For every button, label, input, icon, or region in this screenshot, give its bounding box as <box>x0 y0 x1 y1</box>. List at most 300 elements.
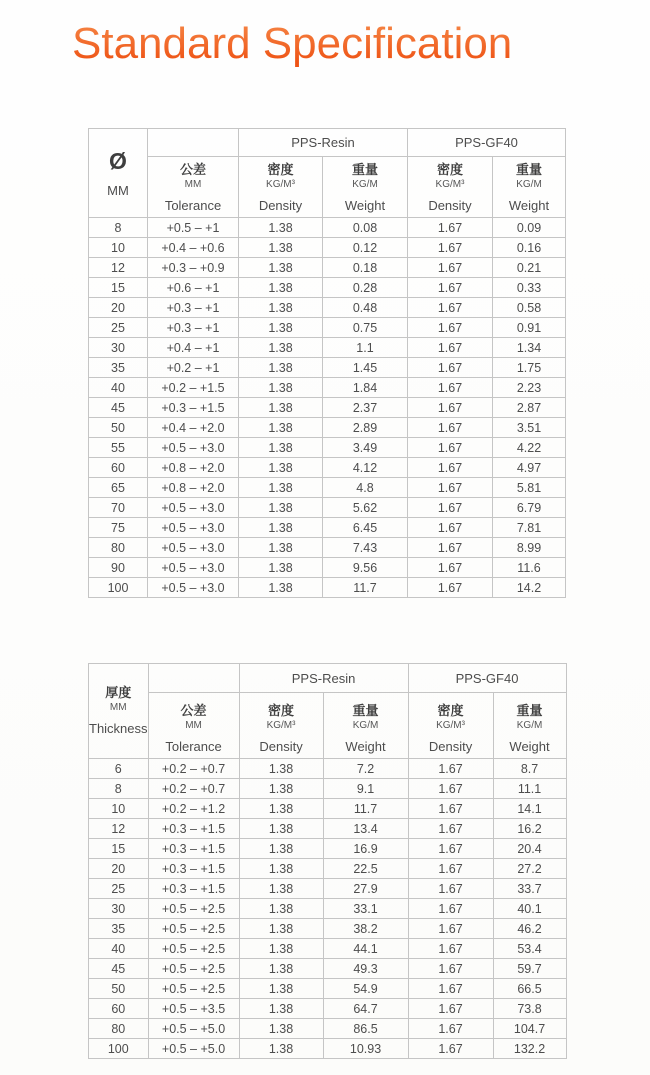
cell-resin-density: 1.38 <box>239 999 323 1019</box>
diameter-specification-col-0-0-unit-label: KG/M³ <box>266 179 295 190</box>
cell-resin-density: 1.38 <box>239 378 323 398</box>
cell-gf40-density: 1.67 <box>408 358 493 378</box>
thickness-specification-col-1-0-cn-label: 密度 <box>437 703 464 718</box>
diameter-specification-tolerance-en-label: Tolerance <box>164 198 222 213</box>
cell-size: 70 <box>89 498 148 518</box>
spec-row <box>89 819 567 839</box>
cell-gf40-weight: 3.51 <box>493 418 566 438</box>
cell-gf40-density: 1.67 <box>408 1039 493 1059</box>
cell-gf40-density: 1.67 <box>408 298 493 318</box>
group-header-pps-resin: PPS-Resin <box>239 664 408 693</box>
cell-size: 15 <box>89 839 149 859</box>
cell-tolerance: +0.5 – +3.0 <box>148 498 239 518</box>
cell-resin-weight: 4.8 <box>323 478 408 498</box>
cell-resin-weight: 0.18 <box>323 258 408 278</box>
cell-tolerance: +0.5 – +3.0 <box>148 558 239 578</box>
thickness-specification-tolerance-en-label: Tolerance <box>165 739 222 754</box>
cell-gf40-density: 1.67 <box>408 799 493 819</box>
cell-resin-weight: 5.62 <box>323 498 408 518</box>
blank-header-cell <box>148 664 239 693</box>
diameter-specification-tolerance-cn-label: 公差 <box>179 162 206 177</box>
spec-row <box>89 919 567 939</box>
cell-gf40-density: 1.67 <box>408 258 493 278</box>
cell-gf40-density: 1.67 <box>408 478 493 498</box>
thickness-specification-corner-unit-label: MM <box>109 702 127 713</box>
cell-resin-weight: 1.45 <box>323 358 408 378</box>
cell-tolerance: +0.2 – +1.5 <box>148 378 239 398</box>
spec-row <box>89 218 566 238</box>
spec-row <box>89 1039 567 1059</box>
cell-size: 90 <box>89 558 148 578</box>
cell-gf40-density: 1.67 <box>408 939 493 959</box>
diameter-specification-corner-header <box>89 129 148 218</box>
cell-gf40-weight: 132.2 <box>493 1039 566 1059</box>
cell-size: 100 <box>89 1039 149 1059</box>
cell-gf40-weight: 8.99 <box>493 538 566 558</box>
cell-gf40-density: 1.67 <box>408 859 493 879</box>
cell-gf40-weight: 40.1 <box>493 899 566 919</box>
cell-resin-weight: 86.5 <box>323 1019 408 1039</box>
group-header-pps-gf40: PPS-GF40 <box>408 664 566 693</box>
cell-gf40-density: 1.67 <box>408 218 493 238</box>
diameter-specification-col-0-1-cn-label: 重量 <box>351 162 378 177</box>
cell-resin-weight: 0.48 <box>323 298 408 318</box>
cell-resin-density: 1.38 <box>239 498 323 518</box>
group-header-pps-resin: PPS-Resin <box>239 129 408 157</box>
spec-row <box>89 939 567 959</box>
cell-gf40-density: 1.67 <box>408 819 493 839</box>
thickness-specification-col-0-1-en-label: Weight <box>345 739 386 754</box>
group-header-row <box>89 129 566 157</box>
cell-resin-weight: 0.08 <box>323 218 408 238</box>
cell-tolerance: +0.5 – +5.0 <box>148 1039 239 1059</box>
table-body <box>89 759 567 1059</box>
resin-density-header <box>239 157 323 218</box>
cell-gf40-density: 1.67 <box>408 418 493 438</box>
cell-resin-density: 1.38 <box>239 1039 323 1059</box>
resin-weight-header <box>323 693 408 759</box>
cell-gf40-density: 1.67 <box>408 498 493 518</box>
cell-tolerance: +0.5 – +2.5 <box>148 899 239 919</box>
cell-resin-density: 1.38 <box>239 418 323 438</box>
cell-tolerance: +0.5 – +2.5 <box>148 959 239 979</box>
cell-gf40-density: 1.67 <box>408 378 493 398</box>
cell-resin-density: 1.38 <box>239 558 323 578</box>
cell-tolerance: +0.3 – +1.5 <box>148 859 239 879</box>
cell-resin-weight: 0.12 <box>323 238 408 258</box>
cell-resin-density: 1.38 <box>239 278 323 298</box>
spec-row <box>89 238 566 258</box>
cell-gf40-weight: 6.79 <box>493 498 566 518</box>
spec-row <box>89 879 567 899</box>
cell-gf40-weight: 14.1 <box>493 799 566 819</box>
spec-row <box>89 1019 567 1039</box>
cell-size: 55 <box>89 438 148 458</box>
cell-tolerance: +0.5 – +3.0 <box>148 518 239 538</box>
thickness-specification-col-0-0-cn-label: 密度 <box>268 703 295 718</box>
group-header-pps-gf40: PPS-GF40 <box>408 129 566 157</box>
cell-tolerance: +0.3 – +1 <box>148 298 239 318</box>
spec-row <box>89 839 567 859</box>
cell-resin-weight: 4.12 <box>323 458 408 478</box>
cell-size: 25 <box>89 318 148 338</box>
gf40-density-header <box>408 693 493 759</box>
cell-resin-density: 1.38 <box>239 218 323 238</box>
diameter-specification-col-1-1-cn-label: 重量 <box>515 162 542 177</box>
cell-size: 10 <box>89 799 149 819</box>
cell-resin-weight: 6.45 <box>323 518 408 538</box>
diameter-specification-col-1-0-cn-label: 密度 <box>436 162 463 177</box>
cell-resin-density: 1.38 <box>239 338 323 358</box>
spec-row <box>89 478 566 498</box>
cell-size: 40 <box>89 939 149 959</box>
diameter-specification-col-0-0-en-label: Density <box>258 198 303 213</box>
cell-resin-density: 1.38 <box>239 538 323 558</box>
spec-row <box>89 438 566 458</box>
cell-size: 80 <box>89 1019 149 1039</box>
cell-gf40-density: 1.67 <box>408 759 493 779</box>
diameter-spec-table <box>88 128 566 598</box>
cell-resin-density: 1.38 <box>239 518 323 538</box>
cell-resin-weight: 64.7 <box>323 999 408 1019</box>
cell-size: 12 <box>89 819 149 839</box>
diameter-specification-col-0-0-cn-label: 密度 <box>267 162 294 177</box>
cell-resin-weight: 11.7 <box>323 578 408 598</box>
cell-size: 35 <box>89 358 148 378</box>
thickness-specification-col-0-1-cn-label: 重量 <box>352 703 379 718</box>
cell-gf40-weight: 20.4 <box>493 839 566 859</box>
cell-tolerance: +0.3 – +1 <box>148 318 239 338</box>
cell-gf40-density: 1.67 <box>408 558 493 578</box>
cell-resin-weight: 3.49 <box>323 438 408 458</box>
cell-tolerance: +0.5 – +3.0 <box>148 578 239 598</box>
cell-resin-density: 1.38 <box>239 1019 323 1039</box>
cell-gf40-density: 1.67 <box>408 278 493 298</box>
cell-size: 25 <box>89 879 149 899</box>
cell-resin-weight: 1.1 <box>323 338 408 358</box>
cell-resin-weight: 10.93 <box>323 1039 408 1059</box>
cell-gf40-density: 1.67 <box>408 398 493 418</box>
cell-tolerance: +0.3 – +1.5 <box>148 839 239 859</box>
tolerance-header <box>148 157 239 218</box>
cell-resin-density: 1.38 <box>239 258 323 278</box>
cell-gf40-density: 1.67 <box>408 899 493 919</box>
cell-tolerance: +0.5 – +3.5 <box>148 999 239 1019</box>
cell-tolerance: +0.8 – +2.0 <box>148 478 239 498</box>
cell-gf40-density: 1.67 <box>408 879 493 899</box>
cell-resin-weight: 1.84 <box>323 378 408 398</box>
cell-gf40-density: 1.67 <box>408 458 493 478</box>
sub-header-row <box>89 693 567 759</box>
cell-gf40-weight: 4.22 <box>493 438 566 458</box>
spec-row <box>89 358 566 378</box>
cell-resin-weight: 54.9 <box>323 979 408 999</box>
spec-row <box>89 418 566 438</box>
cell-resin-weight: 13.4 <box>323 819 408 839</box>
cell-resin-density: 1.38 <box>239 839 323 859</box>
cell-size: 20 <box>89 859 149 879</box>
spec-row <box>89 498 566 518</box>
cell-resin-density: 1.38 <box>239 358 323 378</box>
cell-gf40-weight: 16.2 <box>493 819 566 839</box>
cell-resin-weight: 0.75 <box>323 318 408 338</box>
cell-tolerance: +0.2 – +1 <box>148 358 239 378</box>
cell-gf40-weight: 59.7 <box>493 959 566 979</box>
cell-tolerance: +0.5 – +5.0 <box>148 1019 239 1039</box>
cell-gf40-density: 1.67 <box>408 518 493 538</box>
thickness-specification-tolerance-cn-label: 公差 <box>180 703 207 718</box>
cell-gf40-weight: 73.8 <box>493 999 566 1019</box>
cell-tolerance: +0.3 – +1.5 <box>148 879 239 899</box>
cell-gf40-density: 1.67 <box>408 979 493 999</box>
thickness-specification-col-1-1-cn-label: 重量 <box>516 703 543 718</box>
cell-tolerance: +0.5 – +2.5 <box>148 979 239 999</box>
cell-gf40-weight: 27.2 <box>493 859 566 879</box>
cell-resin-weight: 9.56 <box>323 558 408 578</box>
cell-resin-weight: 16.9 <box>323 839 408 859</box>
cell-resin-density: 1.38 <box>239 398 323 418</box>
gf40-weight-header <box>493 157 566 218</box>
cell-gf40-weight: 14.2 <box>493 578 566 598</box>
cell-resin-weight: 7.43 <box>323 538 408 558</box>
spec-row <box>89 578 566 598</box>
thickness-spec-table <box>88 663 567 1059</box>
cell-resin-weight: 49.3 <box>323 959 408 979</box>
cell-size: 75 <box>89 518 148 538</box>
cell-gf40-weight: 2.23 <box>493 378 566 398</box>
cell-tolerance: +0.5 – +3.0 <box>148 538 239 558</box>
cell-gf40-weight: 5.81 <box>493 478 566 498</box>
thickness-specification-col-0-1-unit-label: KG/M <box>352 720 379 731</box>
cell-tolerance: +0.4 – +2.0 <box>148 418 239 438</box>
spec-row <box>89 558 566 578</box>
cell-size: 30 <box>89 899 149 919</box>
cell-resin-density: 1.38 <box>239 799 323 819</box>
cell-resin-density: 1.38 <box>239 819 323 839</box>
cell-tolerance: +0.5 – +3.0 <box>148 438 239 458</box>
cell-gf40-density: 1.67 <box>408 999 493 1019</box>
cell-size: 45 <box>89 398 148 418</box>
thickness-specification-corner-header <box>89 664 149 759</box>
cell-resin-density: 1.38 <box>239 979 323 999</box>
cell-resin-density: 1.38 <box>239 899 323 919</box>
table-body <box>89 218 566 598</box>
spec-row <box>89 859 567 879</box>
spec-row <box>89 999 567 1019</box>
cell-resin-weight: 33.1 <box>323 899 408 919</box>
spec-row <box>89 538 566 558</box>
cell-tolerance: +0.3 – +0.9 <box>148 258 239 278</box>
cell-resin-density: 1.38 <box>239 438 323 458</box>
cell-size: 80 <box>89 538 148 558</box>
group-header-row <box>89 664 567 693</box>
table-header <box>89 664 567 759</box>
cell-gf40-weight: 4.97 <box>493 458 566 478</box>
thickness-specification-tolerance-unit-label: MM <box>185 720 202 731</box>
cell-gf40-density: 1.67 <box>408 318 493 338</box>
cell-size: 6 <box>89 759 149 779</box>
cell-gf40-density: 1.67 <box>408 338 493 358</box>
thickness-specification-corner-cn-label: 厚度 <box>105 685 132 700</box>
cell-gf40-weight: 1.34 <box>493 338 566 358</box>
cell-gf40-weight: 33.7 <box>493 879 566 899</box>
cell-resin-density: 1.38 <box>239 959 323 979</box>
spec-row <box>89 979 567 999</box>
cell-size: 60 <box>89 458 148 478</box>
cell-gf40-density: 1.67 <box>408 238 493 258</box>
cell-gf40-weight: 0.09 <box>493 218 566 238</box>
cell-tolerance: +0.3 – +1.5 <box>148 819 239 839</box>
cell-gf40-density: 1.67 <box>408 438 493 458</box>
cell-gf40-weight: 46.2 <box>493 919 566 939</box>
cell-size: 35 <box>89 919 149 939</box>
cell-size: 12 <box>89 258 148 278</box>
cell-tolerance: +0.2 – +1.2 <box>148 799 239 819</box>
resin-density-header <box>239 693 323 759</box>
cell-size: 100 <box>89 578 148 598</box>
cell-resin-density: 1.38 <box>239 939 323 959</box>
cell-gf40-density: 1.67 <box>408 1019 493 1039</box>
cell-resin-density: 1.38 <box>239 919 323 939</box>
spec-row <box>89 799 567 819</box>
spec-row <box>89 338 566 358</box>
cell-size: 8 <box>89 218 148 238</box>
cell-resin-density: 1.38 <box>239 859 323 879</box>
cell-size: 8 <box>89 779 149 799</box>
cell-tolerance: +0.2 – +0.7 <box>148 779 239 799</box>
thickness-specification-col-0-0-unit-label: KG/M³ <box>266 720 296 731</box>
cell-size: 50 <box>89 979 149 999</box>
spec-row <box>89 298 566 318</box>
cell-size: 60 <box>89 999 149 1019</box>
cell-gf40-weight: 2.87 <box>493 398 566 418</box>
cell-tolerance: +0.6 – +1 <box>148 278 239 298</box>
cell-gf40-weight: 53.4 <box>493 939 566 959</box>
cell-resin-density: 1.38 <box>239 458 323 478</box>
cell-gf40-density: 1.67 <box>408 959 493 979</box>
cell-size: 45 <box>89 959 149 979</box>
page-title: Standard Specification <box>72 19 513 68</box>
cell-tolerance: +0.4 – +0.6 <box>148 238 239 258</box>
spec-row <box>89 278 566 298</box>
thickness-specification-col-1-1-en-label: Weight <box>509 739 550 754</box>
spec-row <box>89 899 567 919</box>
spec-row <box>89 518 566 538</box>
spec-row <box>89 759 567 779</box>
cell-size: 15 <box>89 278 148 298</box>
cell-tolerance: +0.5 – +1 <box>148 218 239 238</box>
cell-resin-weight: 27.9 <box>323 879 408 899</box>
cell-resin-density: 1.38 <box>239 578 323 598</box>
cell-resin-weight: 9.1 <box>323 779 408 799</box>
cell-gf40-density: 1.67 <box>408 779 493 799</box>
cell-resin-weight: 22.5 <box>323 859 408 879</box>
spec-row <box>89 779 567 799</box>
cell-resin-density: 1.38 <box>239 298 323 318</box>
cell-gf40-weight: 104.7 <box>493 1019 566 1039</box>
diameter-specification-col-0-1-en-label: Weight <box>344 198 386 213</box>
cell-resin-density: 1.38 <box>239 238 323 258</box>
cell-resin-density: 1.38 <box>239 879 323 899</box>
cell-size: 50 <box>89 418 148 438</box>
cell-gf40-weight: 0.21 <box>493 258 566 278</box>
cell-gf40-weight: 0.58 <box>493 298 566 318</box>
cell-tolerance: +0.4 – +1 <box>148 338 239 358</box>
cell-gf40-weight: 0.33 <box>493 278 566 298</box>
thickness-specification-col-1-0-en-label: Density <box>428 739 473 754</box>
cell-size: 20 <box>89 298 148 318</box>
cell-resin-weight: 11.7 <box>323 799 408 819</box>
cell-resin-density: 1.38 <box>239 318 323 338</box>
cell-gf40-weight: 1.75 <box>493 358 566 378</box>
diameter-specification-corner-cn-label: Ø <box>109 148 127 174</box>
cell-tolerance: +0.5 – +2.5 <box>148 939 239 959</box>
cell-tolerance: +0.2 – +0.7 <box>148 759 239 779</box>
cell-gf40-density: 1.67 <box>408 919 493 939</box>
gf40-weight-header <box>493 693 566 759</box>
spec-row <box>89 398 566 418</box>
cell-gf40-weight: 66.5 <box>493 979 566 999</box>
cell-size: 10 <box>89 238 148 258</box>
spec-row <box>89 959 567 979</box>
cell-size: 30 <box>89 338 148 358</box>
diameter-specification-col-1-0-en-label: Density <box>428 198 472 213</box>
blank-header-cell <box>148 129 239 157</box>
cell-gf40-weight: 0.16 <box>493 238 566 258</box>
cell-resin-weight: 2.89 <box>323 418 408 438</box>
cell-gf40-weight: 11.1 <box>493 779 566 799</box>
spec-row <box>89 378 566 398</box>
cell-resin-weight: 2.37 <box>323 398 408 418</box>
table-header <box>89 129 566 218</box>
cell-resin-density: 1.38 <box>239 478 323 498</box>
cell-gf40-weight: 8.7 <box>493 759 566 779</box>
thickness-specification-col-1-1-unit-label: KG/M <box>516 720 543 731</box>
thickness-specification-corner-en-label: Thickness <box>89 721 148 736</box>
diameter-specification-tolerance-unit-label: MM <box>184 179 202 190</box>
gf40-density-header <box>408 157 493 218</box>
diameter-specification-col-0-1-unit-label: KG/M <box>352 179 378 190</box>
cell-gf40-density: 1.67 <box>408 839 493 859</box>
tolerance-header <box>148 693 239 759</box>
cell-resin-weight: 44.1 <box>323 939 408 959</box>
cell-tolerance: +0.5 – +2.5 <box>148 919 239 939</box>
diameter-specification-corner-en-label: MM <box>107 183 129 198</box>
cell-size: 40 <box>89 378 148 398</box>
cell-tolerance: +0.3 – +1.5 <box>148 398 239 418</box>
spec-row <box>89 458 566 478</box>
sub-header-row <box>89 157 566 218</box>
diameter-specification-col-1-1-en-label: Weight <box>508 198 550 213</box>
cell-gf40-weight: 11.6 <box>493 558 566 578</box>
spec-row <box>89 318 566 338</box>
cell-gf40-density: 1.67 <box>408 578 493 598</box>
thickness-specification-col-1-0-unit-label: KG/M³ <box>436 720 465 731</box>
diameter-specification-col-1-1-unit-label: KG/M <box>516 179 542 190</box>
diameter-specification-col-1-0-unit-label: KG/M³ <box>435 179 465 190</box>
resin-weight-header <box>323 157 408 218</box>
cell-gf40-density: 1.67 <box>408 538 493 558</box>
cell-resin-density: 1.38 <box>239 759 323 779</box>
spec-row <box>89 258 566 278</box>
cell-resin-weight: 38.2 <box>323 919 408 939</box>
cell-gf40-weight: 0.91 <box>493 318 566 338</box>
cell-tolerance: +0.8 – +2.0 <box>148 458 239 478</box>
cell-resin-weight: 0.28 <box>323 278 408 298</box>
thickness-specification-col-0-0-en-label: Density <box>259 739 303 754</box>
cell-resin-density: 1.38 <box>239 779 323 799</box>
cell-size: 65 <box>89 478 148 498</box>
